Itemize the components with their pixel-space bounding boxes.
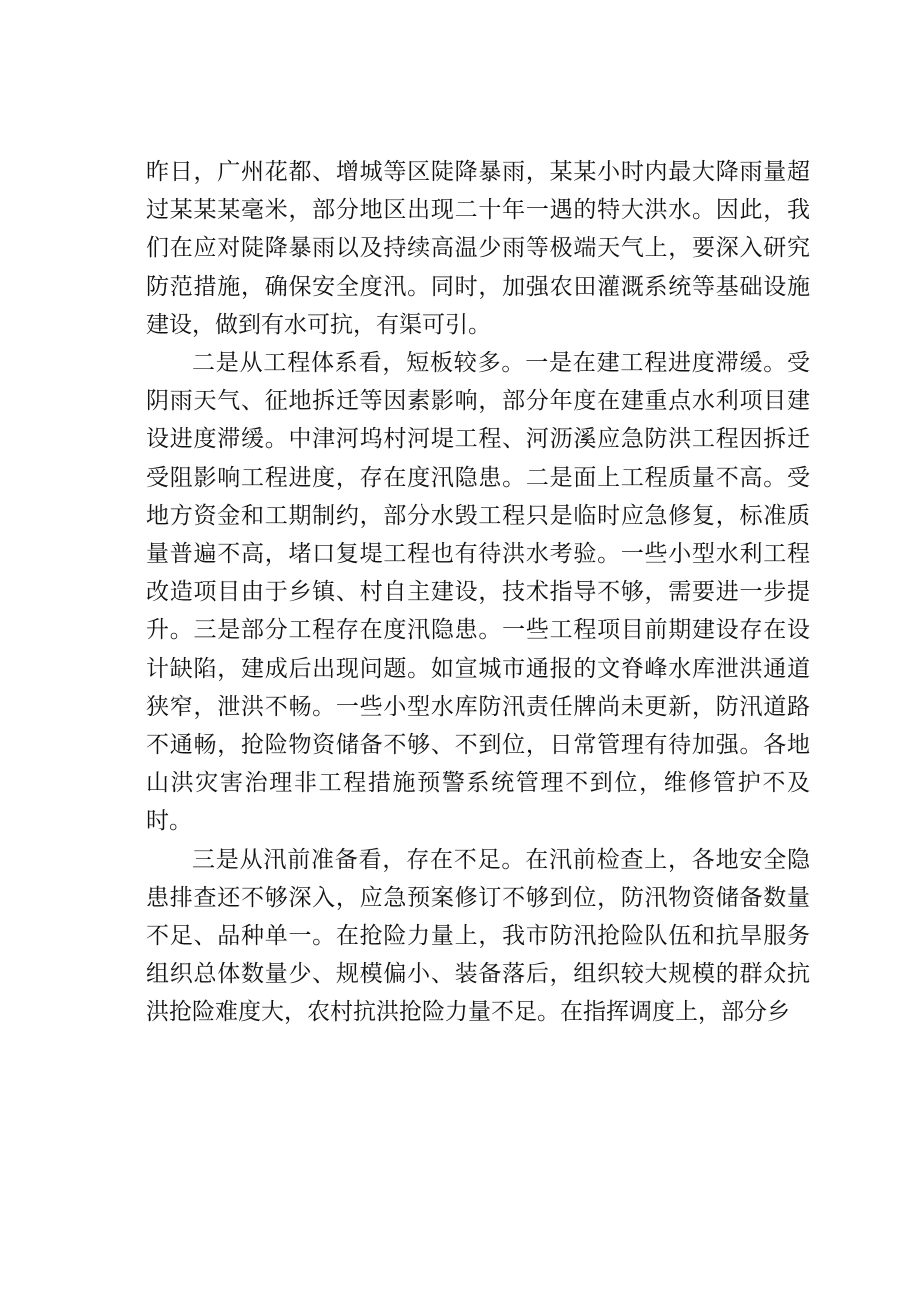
paragraph-engineering-system: 二是从工程体系看，短板较多。一是在建工程进度滞缓。受阴雨天气、征地拆迁等因素影响，部分年度在建重点水利项目建设进度滞缓。中津河坞村河堤工程、河沥溪应急防洪工程因拆迁受阻影响工程进度，存在度汛隐患。二是面上工程质量不高。受地方资金和工期制约，部分水毁工程只是临时应急修复，标准质量普遍不高，堵口复堤工程也有待洪水考验。一些小型水利工程改造项目由于乡镇、村自主建设，技术指导不够，需要进一步提升。三是部分工程存在度汛隐患。一些工程项目前期建设存在设计缺陷，建成后出现问题。如宣城市通报的文脊峰水库泄洪通道狭窄，泄洪不畅。一些小型水库防汛责任牌尚未更新，防汛道路不通畅，抢险物资储备不够、不到位，日常管理有待加强。各地山洪灾害治理非工程措施预警系统管理不到位，维修管护不及时。: [146, 350, 810, 835]
paragraph-continuation: 昨日，广州花都、增城等区陡降暴雨，某某小时内最大降雨量超过某某某毫米，部分地区出现二十年一遇的特大洪水。因此，我们在应对陡降暴雨以及持续高温少雨等极端天气上，要深入研究防范措施，确保安全度汛。同时，加强农田灌溉系统等基础设施建设，做到有水可抗，有渠可引。: [146, 159, 810, 338]
paragraph-flood-preparation: 三是从汛前准备看，存在不足。在汛前检查上，各地安全隐患排查还不够深入，应急预案修订不够到位，防汛物资储备数量不足、品种单一。在抢险力量上，我市防汛抢险队伍和抗旱服务组织总体数量少、规模偏小、装备落后，组织较大规模的群众抗洪抢险难度大，农村抗洪抢险力量不足。在指挥调度上，部分乡: [146, 846, 810, 1026]
body-text: [146, 153, 810, 1032]
